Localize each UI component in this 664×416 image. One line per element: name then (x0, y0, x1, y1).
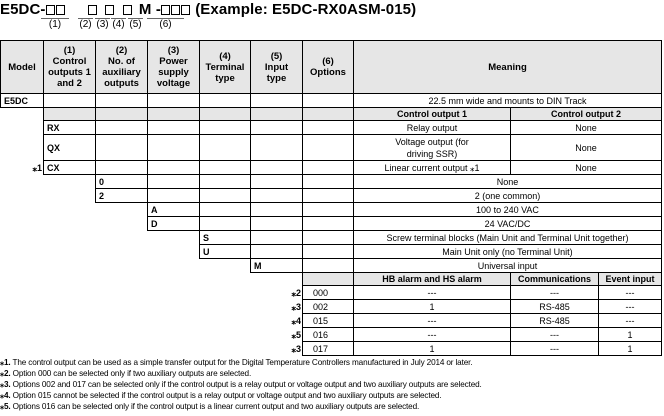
qx-control-output-1: Voltage output (for driving SSR) (353, 134, 511, 161)
empty-cell (302, 216, 354, 231)
grey-cell (302, 272, 354, 286)
empty-cell (199, 188, 251, 203)
power-d-meaning: 24 VAC/DC (353, 216, 662, 231)
empty-cell (302, 174, 354, 189)
empty-cell (95, 134, 148, 161)
empty-cell (250, 230, 303, 245)
empty-cell (199, 120, 251, 135)
sublabel-6: (6) (147, 18, 184, 30)
empty-cell (302, 230, 354, 245)
example-text: (Example: E5DC-RX0ASM-015) (195, 1, 417, 18)
code-rx: RX (43, 120, 96, 135)
grey-cell (95, 107, 148, 121)
footnote: ⁎4. Option 015 cannot be selected if the control output is a relay output or voltage output and two auxiliary outputs are selected. (0, 391, 442, 400)
sublabel-5: (5) (129, 19, 142, 30)
subheader-communications: Communications (510, 272, 599, 286)
header-col-4: (4) Terminal type (199, 40, 251, 94)
option-hb-value: --- (353, 285, 511, 300)
empty-cell (95, 93, 148, 108)
option-note-marker: ⁎3 (291, 343, 301, 354)
footnotes (0, 357, 482, 412)
grey-cell (199, 107, 251, 121)
option-code: 000 (302, 285, 354, 300)
code-input-m: M (250, 258, 303, 273)
empty-cell (95, 120, 148, 135)
header-col-3: (3) Power supply voltage (147, 40, 200, 94)
option-note-marker: ⁎2 (291, 287, 301, 298)
qx-control-output-2: None (510, 134, 662, 161)
option-note-marker: ⁎5 (291, 329, 301, 340)
sublabel-2: (2) (79, 19, 92, 30)
model-prefix: E5DC- (0, 1, 46, 18)
subheader-event-input: Event input (598, 272, 662, 286)
empty-cell (302, 134, 354, 161)
empty-cell (250, 244, 303, 259)
empty-cell (43, 93, 96, 108)
option-hb-value: --- (353, 313, 511, 328)
grey-cell (302, 107, 354, 121)
option-event-value: 1 (598, 341, 662, 356)
footnote: ⁎3. Options 002 and 017 can be selected only if the control output is a relay output or voltage output and two auxiliary outputs are selected. (0, 380, 482, 389)
option-comm-value: --- (510, 285, 599, 300)
option-note-marker: ⁎3 (291, 301, 301, 312)
code-terminal-u: U (199, 244, 251, 259)
empty-cell (199, 174, 251, 189)
empty-cell (147, 134, 200, 161)
placeholder-box-icon (88, 5, 97, 15)
empty-cell (250, 202, 303, 217)
footnote: ⁎2. Option 000 can be selected only if two auxiliary outputs are selected. (0, 369, 252, 378)
header-col-2: (2) No. of auxiliary outputs (95, 40, 148, 94)
option-code: 016 (302, 327, 354, 342)
placeholder-box-icon (46, 5, 55, 15)
option-hb-value: 1 (353, 299, 511, 314)
option-code: 015 (302, 313, 354, 328)
empty-cell (95, 160, 148, 175)
code-aux-0: 0 (95, 174, 148, 189)
header-col-6: (6) Options (302, 40, 354, 94)
sublabel-1: (1) (41, 18, 69, 30)
grey-cell (43, 107, 96, 121)
header-meaning: Meaning (353, 40, 662, 94)
terminal-u-meaning: Main Unit only (no Terminal Unit) (353, 244, 662, 259)
input-m-meaning: Universal input (353, 258, 662, 273)
empty-cell (250, 134, 303, 161)
empty-cell (250, 120, 303, 135)
option-code: 002 (302, 299, 354, 314)
empty-cell (302, 202, 354, 217)
empty-cell (302, 160, 354, 175)
cx-control-output-1: Linear current output ⁎1 (353, 160, 511, 175)
placeholder-box-icon (181, 5, 190, 15)
header-col-1: (1) Control outputs 1 and 2 (43, 40, 96, 94)
option-hb-value: 1 (353, 341, 511, 356)
rx-control-output-1: Relay output (353, 120, 511, 135)
cx-control-output-2: None (510, 160, 662, 175)
empty-cell (147, 160, 200, 175)
placeholder-box-icon (161, 5, 170, 15)
option-code: 017 (302, 341, 354, 356)
aux-0-meaning: None (353, 174, 662, 189)
empty-cell (199, 160, 251, 175)
code-power-d: D (147, 216, 200, 231)
code-power-a: A (147, 202, 200, 217)
empty-cell (250, 216, 303, 231)
empty-cell (302, 93, 354, 108)
empty-cell (250, 188, 303, 203)
option-comm-value: RS-485 (510, 299, 599, 314)
empty-cell (250, 93, 303, 108)
model-meaning: 22.5 mm wide and mounts to DIN Track (353, 93, 662, 108)
empty-cell (147, 120, 200, 135)
subheader-control-output-1: Control output 1 (353, 107, 511, 121)
placeholder-box-icon (105, 5, 114, 15)
empty-cell (302, 120, 354, 135)
option-event-value: 1 (598, 327, 662, 342)
power-a-meaning: 100 to 240 VAC (353, 202, 662, 217)
subheader-control-output-2: Control output 2 (510, 107, 662, 121)
rx-control-output-2: None (510, 120, 662, 135)
option-note-marker: ⁎4 (291, 315, 301, 326)
placeholder-box-icon (171, 5, 180, 15)
terminal-s-meaning: Screw terminal blocks (Main Unit and Terminal Unit together) (353, 230, 662, 245)
empty-cell (250, 174, 303, 189)
code-qx: QX (43, 134, 96, 161)
grey-cell (250, 107, 303, 121)
code-aux-2: 2 (95, 188, 148, 203)
footnote: ⁎5. Options 016 can be selected only if the control output is a linear current output and two auxiliary outputs are selected. (0, 402, 420, 411)
model-code: E5DC (0, 93, 44, 108)
empty-cell (199, 202, 251, 217)
header-model: Model (0, 40, 44, 94)
model-number-format-title: E5DC- M - (Example: E5DC-RX0ASM-015) (0, 1, 417, 18)
empty-cell (147, 174, 200, 189)
empty-cell (302, 244, 354, 259)
placeholder-box-icon (123, 5, 132, 15)
cx-note-marker: ⁎1 (32, 162, 42, 173)
header-col-5: (5) Input type (250, 40, 303, 94)
empty-cell (147, 93, 200, 108)
empty-cell (302, 258, 354, 273)
sublabel-4: (4) (112, 19, 125, 30)
placeholder-box-icon (56, 5, 65, 15)
empty-cell (302, 188, 354, 203)
empty-cell (250, 160, 303, 175)
model-m: M (138, 1, 152, 18)
empty-cell (199, 134, 251, 161)
empty-cell (199, 93, 251, 108)
option-comm-value: --- (510, 327, 599, 342)
code-cx: CX (43, 160, 96, 175)
sublabel-3: (3) (96, 19, 109, 30)
code-terminal-s: S (199, 230, 251, 245)
option-event-value: --- (598, 285, 662, 300)
option-comm-value: RS-485 (510, 313, 599, 328)
grey-cell (147, 107, 200, 121)
aux-2-meaning: 2 (one common) (353, 188, 662, 203)
option-event-value: --- (598, 313, 662, 328)
footnote: ⁎1. The control output can be used as a simple transfer output for the Digital Temperature Controllers manufactured in July 2014 or later. (0, 358, 473, 367)
empty-cell (147, 188, 200, 203)
empty-cell (199, 216, 251, 231)
option-comm-value: --- (510, 341, 599, 356)
option-event-value: --- (598, 299, 662, 314)
subheader-hb-alarm: HB alarm and HS alarm (353, 272, 511, 286)
option-hb-value: --- (353, 327, 511, 342)
